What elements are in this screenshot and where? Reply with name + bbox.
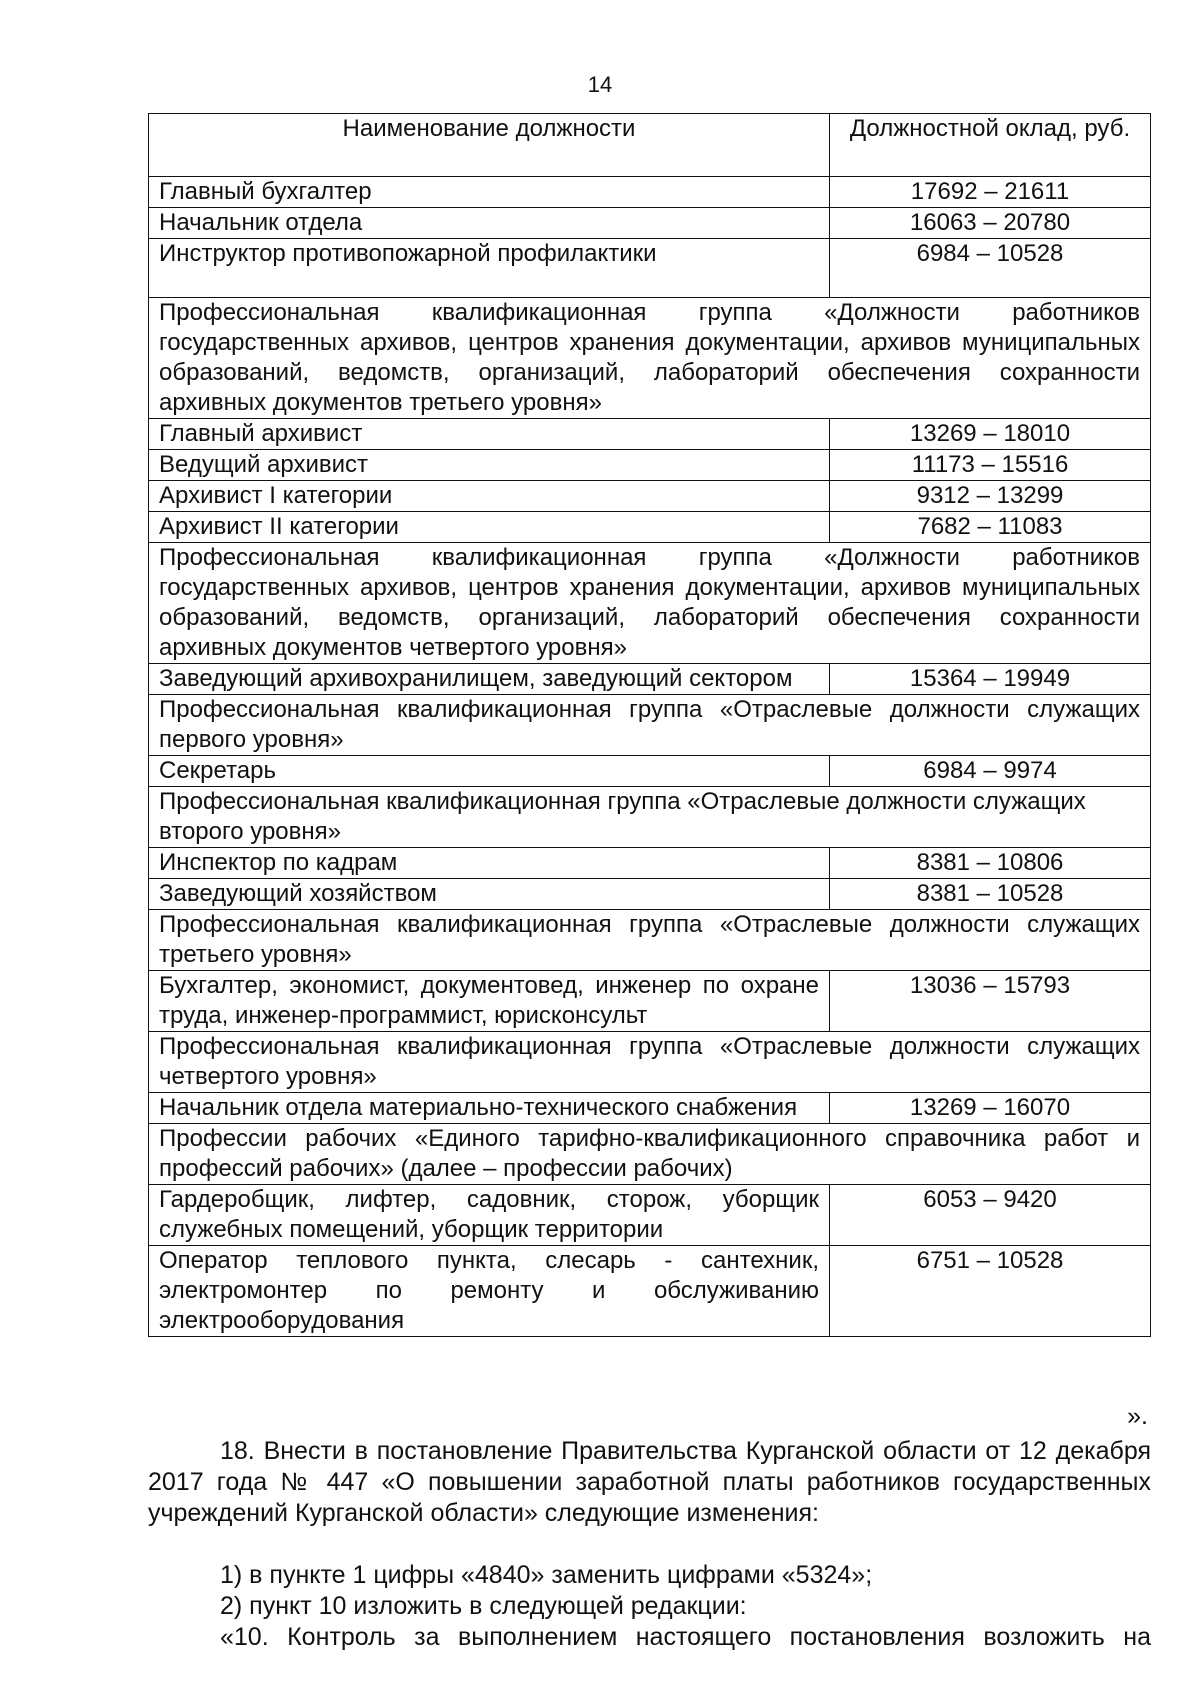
salary-table	[148, 113, 1151, 1337]
group-row	[149, 695, 1151, 756]
group-row	[149, 1032, 1151, 1093]
salary-range: 15364 – 19949	[830, 664, 1151, 695]
position-name: Инспектор по кадрам	[149, 848, 830, 879]
group-row	[149, 543, 1151, 664]
salary-range: 17692 – 21611	[830, 177, 1151, 208]
paragraph-18: 18. Внести в постановление Правительства Курганской области от 12 декабря 2017 года № 447 «О повышении заработной платы работников государственных учреждений Курганской области» следующие изменения:	[148, 1437, 1151, 1527]
table-row	[149, 1093, 1151, 1124]
group-row	[149, 1124, 1151, 1185]
salary-range: 11173 – 15516	[830, 450, 1151, 481]
salary-range: 13036 – 15793	[830, 971, 1151, 1032]
table-header-row	[149, 114, 1151, 177]
qualification-group: Профессии рабочих «Единого тарифно-квалификационного справочника работ и профессий рабочих» (далее – профессии рабочих)	[149, 1124, 1151, 1185]
qualification-group: Профессиональная квалификационная группа «Отраслевые должности служащих первого уровня»	[149, 695, 1151, 756]
table-row	[149, 848, 1151, 879]
table-row	[149, 664, 1151, 695]
position-name: Ведущий архивист	[149, 450, 830, 481]
position-name: Бухгалтер, экономист, документовед, инженер по охране труда, инженер-программист, юрисконсульт	[149, 971, 830, 1032]
qualification-group: Профессиональная квалификационная группа «Отраслевые должности служащих третьего уровня»	[149, 910, 1151, 971]
table-row	[149, 1185, 1151, 1246]
qualification-group: Профессиональная квалификационная группа «Должности работников государственных архивов, центров хранения документации, архивов муниципальных образований, ведомств, организаций, лабораторий обеспечения сохранности архивных документов четвертого уровня»	[149, 543, 1151, 664]
header-salary: Должностной оклад, руб.	[830, 114, 1151, 177]
table-row	[149, 1246, 1151, 1337]
qualification-group: Профессиональная квалификационная группа «Отраслевые должности служащих второго уровня»	[149, 787, 1151, 848]
position-name: Начальник отдела	[149, 208, 830, 239]
header-position-name: Наименование должности	[149, 114, 830, 177]
salary-range: 9312 – 13299	[830, 481, 1151, 512]
salary-range: 8381 – 10528	[830, 879, 1151, 910]
salary-range: 16063 – 20780	[830, 208, 1151, 239]
position-name: Главный бухгалтер	[149, 177, 830, 208]
table-row	[149, 879, 1151, 910]
position-name: Архивист II категории	[149, 512, 830, 543]
position-name: Начальник отдела материально-технического снабжения	[149, 1093, 830, 1124]
table-row	[149, 208, 1151, 239]
paragraph-item-10: «10. Контроль за выполнением настоящего постановления возложить на	[220, 1623, 1151, 1651]
paragraph-item-2: 2) пункт 10 изложить в следующей редакции:	[220, 1592, 747, 1620]
table-row	[149, 239, 1151, 298]
group-row	[149, 298, 1151, 419]
table-row	[149, 419, 1151, 450]
table-row	[149, 512, 1151, 543]
closing-quote: ».	[1127, 1402, 1148, 1430]
position-name: Архивист I категории	[149, 481, 830, 512]
salary-range: 6053 – 9420	[830, 1185, 1151, 1246]
position-name: Главный архивист	[149, 419, 830, 450]
table-row	[149, 177, 1151, 208]
qualification-group: Профессиональная квалификационная группа «Должности работников государственных архивов, центров хранения документации, архивов муниципальных образований, ведомств, организаций, лабораторий обеспечения сохранности архивных документов третьего уровня»	[149, 298, 1151, 419]
salary-range: 8381 – 10806	[830, 848, 1151, 879]
table-row	[149, 756, 1151, 787]
table-row	[149, 971, 1151, 1032]
salary-range: 6984 – 10528	[830, 239, 1151, 298]
position-name: Заведующий архивохранилищем, заведующий сектором	[149, 664, 830, 695]
table-row	[149, 481, 1151, 512]
paragraph-item-1: 1) в пункте 1 цифры «4840» заменить цифрами «5324»;	[220, 1561, 873, 1589]
salary-range: 6984 – 9974	[830, 756, 1151, 787]
position-name: Заведующий хозяйством	[149, 879, 830, 910]
salary-range: 7682 – 11083	[830, 512, 1151, 543]
table-row	[149, 450, 1151, 481]
position-name: Секретарь	[149, 756, 830, 787]
group-row	[149, 787, 1151, 848]
salary-range: 13269 – 16070	[830, 1093, 1151, 1124]
salary-range: 13269 – 18010	[830, 419, 1151, 450]
page-number: 14	[587, 72, 613, 97]
position-name: Гардеробщик, лифтер, садовник, сторож, уборщик служебных помещений, уборщик территории	[149, 1185, 830, 1246]
qualification-group: Профессиональная квалификационная группа «Отраслевые должности служащих четвертого уровня»	[149, 1032, 1151, 1093]
group-row	[149, 910, 1151, 971]
position-name: Оператор теплового пункта, слесарь - сантехник, электромонтер по ремонту и обслуживанию электрооборудования	[149, 1246, 830, 1337]
salary-range: 6751 – 10528	[830, 1246, 1151, 1337]
position-name: Инструктор противопожарной профилактики	[149, 239, 830, 298]
